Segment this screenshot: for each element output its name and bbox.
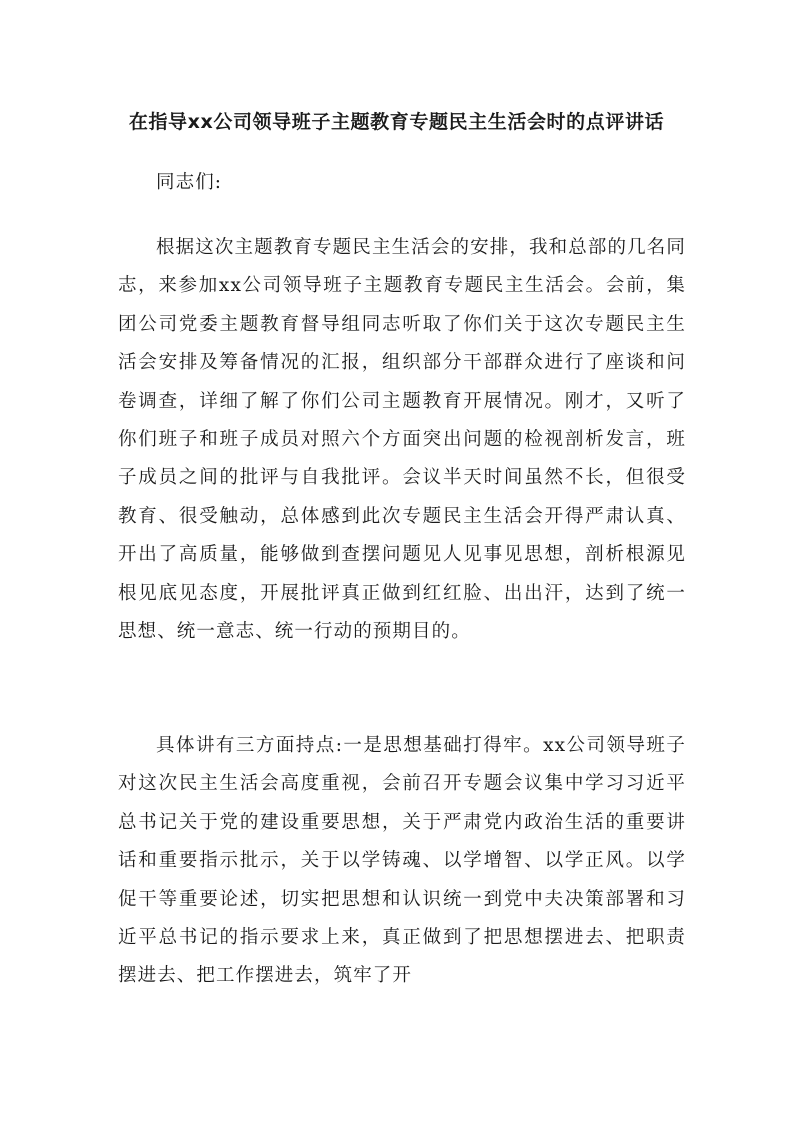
- greeting: 同志们:: [156, 172, 223, 193]
- paragraph-1: 根据这次主题教育专题民主生活会的安排，我和总部的几名同志，来参加xx公司领导班子主题教育专题民主生活会。会前，集团公司党委主题教育督导组同志听取了你们关于这次专题民主生活会安排及筹备情况的汇报，组织部分干部群众进行了座谈和问卷调查，详细了解了你们公司主题教育开展情况。刚才，又听了你们班子和班子成员对照六个方面突出问题的检视剖析发言，班子成员之间的批评与自我批评。会议半天时间虽然不长，但很受教育、很受触动，总体感到此次专题民主生活会开得严肃认真、开出了高质量，能够做到查摆问题见人见事见思想，剖析根源见根见底见态度，开展批评真正做到红红脸、出出汗，达到了统一思想、统一意志、统一行动的预期目的。: [118, 237, 686, 643]
- paragraph-2: 具体讲有三方面持点:一是思想基础打得牢。xx公司领导班子对这次民主生活会高度重视，会前召开专题会议集中学习习近平总书记关于党的建设重要思想，关于严肃党内政治生活的重要讲话和重要指示批示，关于以学铸魂、以学增智、以学正风。以学促干等重要论述，切实把思想和认识统一到党中夫决策部署和习近平总书记的指示要求上来，真正做到了把思想摆进去、把职责摆进去、把工作摆进去，筑牢了开: [118, 735, 686, 987]
- document-title: 在指导xx公司领导班子主题教育专题民主生活会时的点评讲话: [128, 111, 665, 133]
